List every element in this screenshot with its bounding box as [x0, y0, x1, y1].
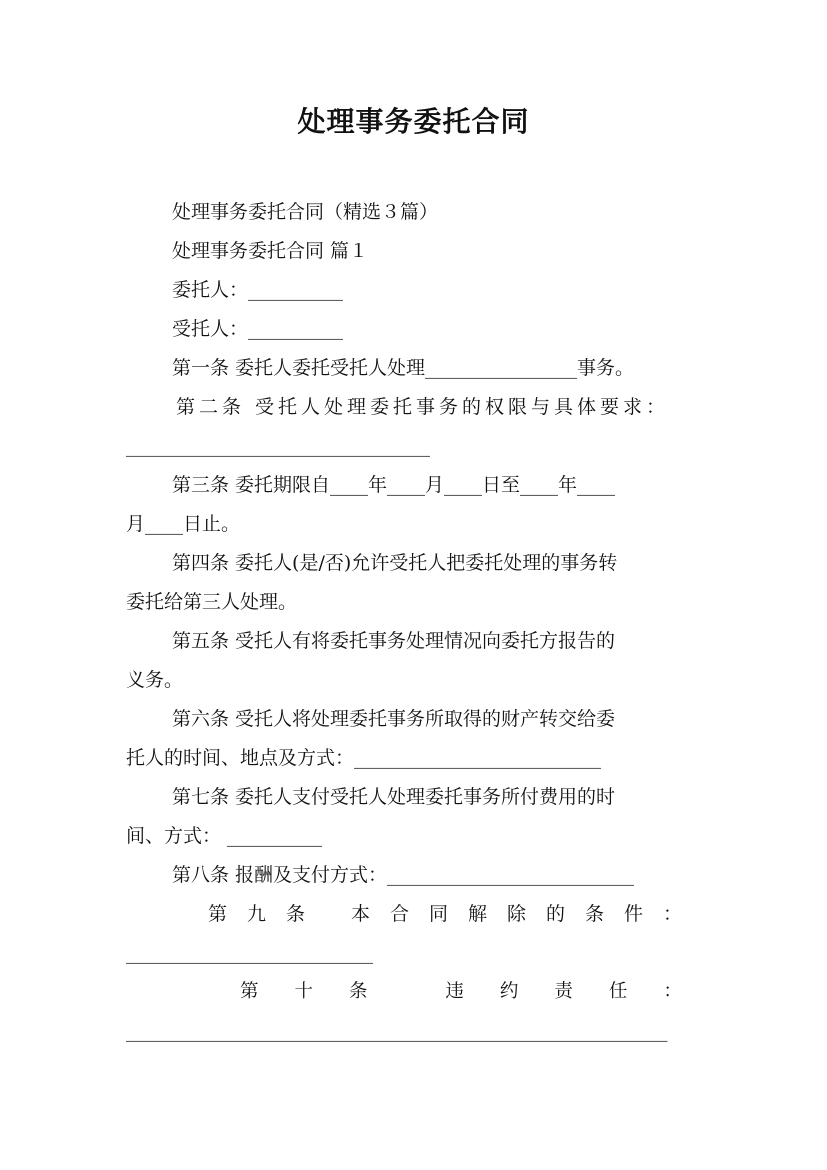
article-5: 第五条 受托人有将委托事务处理情况向委托方报告的 [172, 630, 616, 652]
article-4: 第四条 委托人(是/否)允许受托人把委托处理的事务转 [172, 552, 618, 574]
article-4-cont: 委托给第三人处理。 [126, 591, 298, 613]
article-10-blank: _________________________________________________________ [126, 1020, 668, 1042]
article-2: 第二条 受托人处理委托事务的权限与具体要求： [176, 396, 670, 418]
document-title: 处理事务委托合同 [297, 105, 530, 138]
article-3-cont: 月____日止。 [126, 513, 241, 535]
article-9: 第九条 本合同解除的条件： [208, 903, 703, 925]
article-2-blank: ________________________________ [126, 435, 430, 457]
article-7-cont: 间、方式： __________ [126, 825, 323, 847]
article-8: 第八条 报酬及支付方式：__________________________ [172, 864, 635, 886]
article-6: 第六条 受托人将处理委托事务所取得的财产转交给委 [172, 708, 616, 730]
article-6-cont: 托人的时间、地点及方式：__________________________ [126, 747, 602, 769]
article-3: 第三条 委托期限自____年____月____日至____年____ [172, 474, 616, 496]
article-7: 第七条 委托人支付受托人处理委托事务所付费用的时 [172, 786, 616, 808]
article-5-cont: 义务。 [126, 669, 184, 691]
article-9-blank: __________________________ [126, 942, 373, 964]
article-1: 第一条 委托人委托受托人处理________________事务。 [172, 357, 635, 379]
article-10: 第十条 违约责任： [240, 981, 718, 1002]
agent-line: 受托人：__________ [172, 318, 344, 340]
principal-line: 委托人：__________ [172, 279, 344, 301]
subtitle-line: 处理事务委托合同（精选３篇） [172, 201, 439, 223]
section-heading: 处理事务委托合同 篇１ [172, 240, 369, 262]
